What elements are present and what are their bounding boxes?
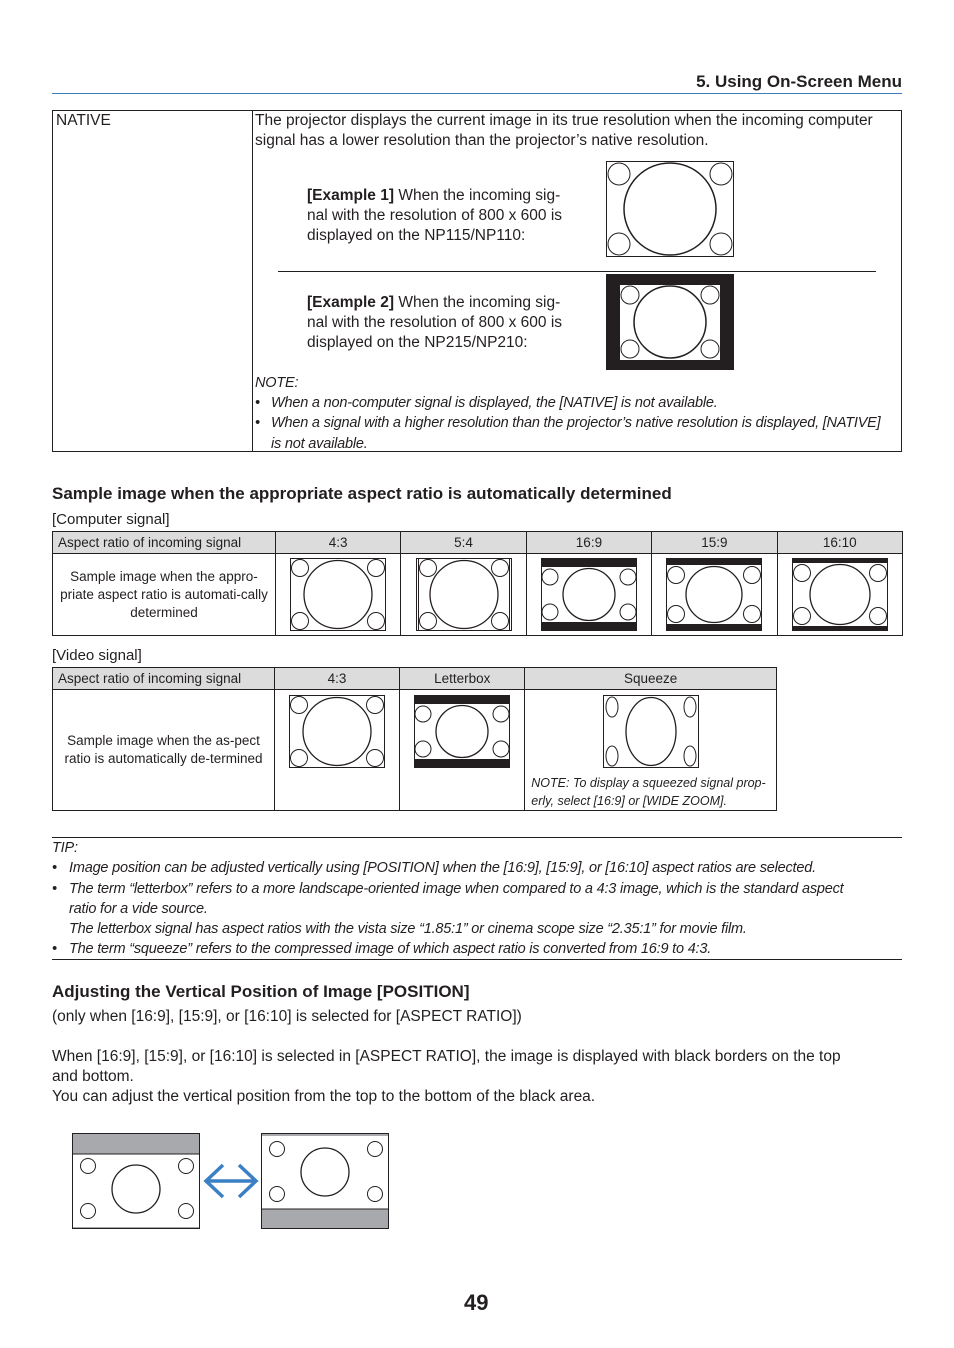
example1-line1: When the incoming sig- [394, 187, 561, 204]
position-top-image [261, 1133, 389, 1229]
position-para2: You can adjust the vertical position from the top to the bottom of the black area. [52, 1088, 596, 1105]
note-bullet-2: • [255, 415, 260, 431]
table-cell [526, 554, 651, 636]
table-header-cell: Squeeze [525, 668, 777, 690]
table-cell [525, 690, 777, 811]
table-cell [777, 554, 902, 636]
squeeze-note-line2: erly, select [16:9] or [WIDE ZOOM]. [531, 794, 727, 808]
video-signal-table [52, 667, 777, 811]
video-row-label: Sample image when the as-pect ratio is automatically de-termined [53, 690, 275, 811]
tip-1: Image position can be adjusted vertically using [POSITION] when the [16:9], [15:9], or [16:10] aspect ratios are selected. [69, 860, 816, 876]
table-header-cell: Aspect ratio of incoming signal [53, 668, 275, 690]
table-header-cell: Aspect ratio of incoming signal [53, 532, 276, 554]
sample-16-10-image [792, 558, 888, 631]
position-title: Adjusting the Vertical Position of Image [POSITION] [52, 982, 470, 1001]
example2-line3: displayed on the NP215/NP210: [307, 334, 528, 351]
example1-line2: nal with the resolution of 800 x 600 is [307, 207, 563, 224]
table-header-cell: 4:3 [275, 668, 400, 690]
table-header-cell: 16:9 [526, 532, 651, 554]
example1-text [307, 186, 560, 206]
example2-image [606, 274, 734, 370]
note-2-line1: When a signal with a higher resolution than the projector’s native resolution is displayed, [NATIVE] [271, 415, 881, 431]
squeeze-note-line1: NOTE: To display a squeezed signal prop- [531, 776, 766, 790]
table-cell [275, 690, 400, 811]
native-label: NATIVE [56, 112, 111, 129]
native-desc-line2: signal has a lower resolution than the projector’s native resolution. [255, 132, 709, 149]
video-letterbox-image [414, 695, 510, 768]
sample-section-title: Sample image when the appropriate aspect ratio is automatically determined [52, 484, 672, 503]
computer-signal-table [52, 531, 903, 636]
native-desc-line1: The projector displays the current image in its true resolution when the incoming computer [255, 112, 873, 129]
tip-2-line2: ratio for a vide source. [69, 901, 208, 917]
table-cell [275, 554, 400, 636]
tip-bullet-2: • [52, 881, 57, 897]
table-cell [401, 554, 526, 636]
example2-label: [Example 2] [307, 294, 395, 311]
sample-15-9-image [666, 558, 762, 631]
example1-line3: displayed on the NP115/NP110: [307, 227, 526, 244]
tip-rule-top [52, 837, 902, 838]
double-arrow-icon [201, 1159, 261, 1203]
video-squeeze-image [603, 695, 699, 768]
tip-3: The term “squeeze” refers to the compressed image of which aspect ratio is converted from 16:9 to 4:3. [69, 941, 712, 957]
example2-line1: When the incoming sig- [394, 294, 561, 311]
note-2-line2: is not available. [271, 436, 368, 452]
table-header-cell: 15:9 [652, 532, 777, 554]
sample-4-3-image [290, 558, 386, 631]
video-signal-label: [Video signal] [52, 647, 142, 664]
example2-text [307, 293, 560, 313]
position-bottom-image [72, 1133, 200, 1229]
native-table-divider [252, 110, 253, 452]
sample-16-9-image [541, 558, 637, 631]
computer-signal-label: [Computer signal] [52, 511, 170, 528]
position-para1-line1: When [16:9], [15:9], or [16:10] is selected in [ASPECT RATIO], the image is displayed with black borders on the top [52, 1048, 841, 1065]
computer-row-label: Sample image when the appro-priate aspect ratio is automati-cally determined [53, 554, 276, 636]
table-header-cell: 16:10 [777, 532, 902, 554]
squeeze-note [525, 768, 776, 810]
note-label: NOTE: [255, 375, 299, 391]
note-bullet-1: • [255, 395, 260, 411]
example1-image [606, 161, 734, 257]
table-header-cell: 5:4 [401, 532, 526, 554]
tip-rule-bottom [52, 959, 902, 960]
sample-5-4-image [416, 558, 512, 631]
example2-line2: nal with the resolution of 800 x 600 is [307, 314, 563, 331]
tip-2-line1: The term “letterbox” refers to a more landscape-oriented image when compared to a 4:3 image, which is the standard aspect [69, 881, 844, 897]
table-cell [652, 554, 777, 636]
section-title: 5. Using On-Screen Menu [696, 72, 902, 91]
tip-bullet-1: • [52, 860, 57, 876]
header-rule [52, 93, 902, 94]
tip-bullet-3: • [52, 941, 57, 957]
position-subtitle: (only when [16:9], [15:9], or [16:10] is selected for [ASPECT RATIO]) [52, 1008, 522, 1025]
table-cell [400, 690, 525, 811]
example-divider [278, 271, 876, 272]
note-1: When a non-computer signal is displayed, the [NATIVE] is not available. [271, 395, 718, 411]
tip-label: TIP: [52, 840, 78, 856]
table-header-cell: 4:3 [275, 532, 400, 554]
example1-label: [Example 1] [307, 187, 395, 204]
table-header-cell: Letterbox [400, 668, 525, 690]
video-4-3-image [289, 695, 385, 768]
tip-2-line3: The letterbox signal has aspect ratios with the vista size “1.85:1” or cinema scope size “2.35:1” for movie film. [69, 921, 747, 937]
position-para1-line2: and bottom. [52, 1068, 134, 1085]
page-number: 49 [464, 1290, 489, 1315]
